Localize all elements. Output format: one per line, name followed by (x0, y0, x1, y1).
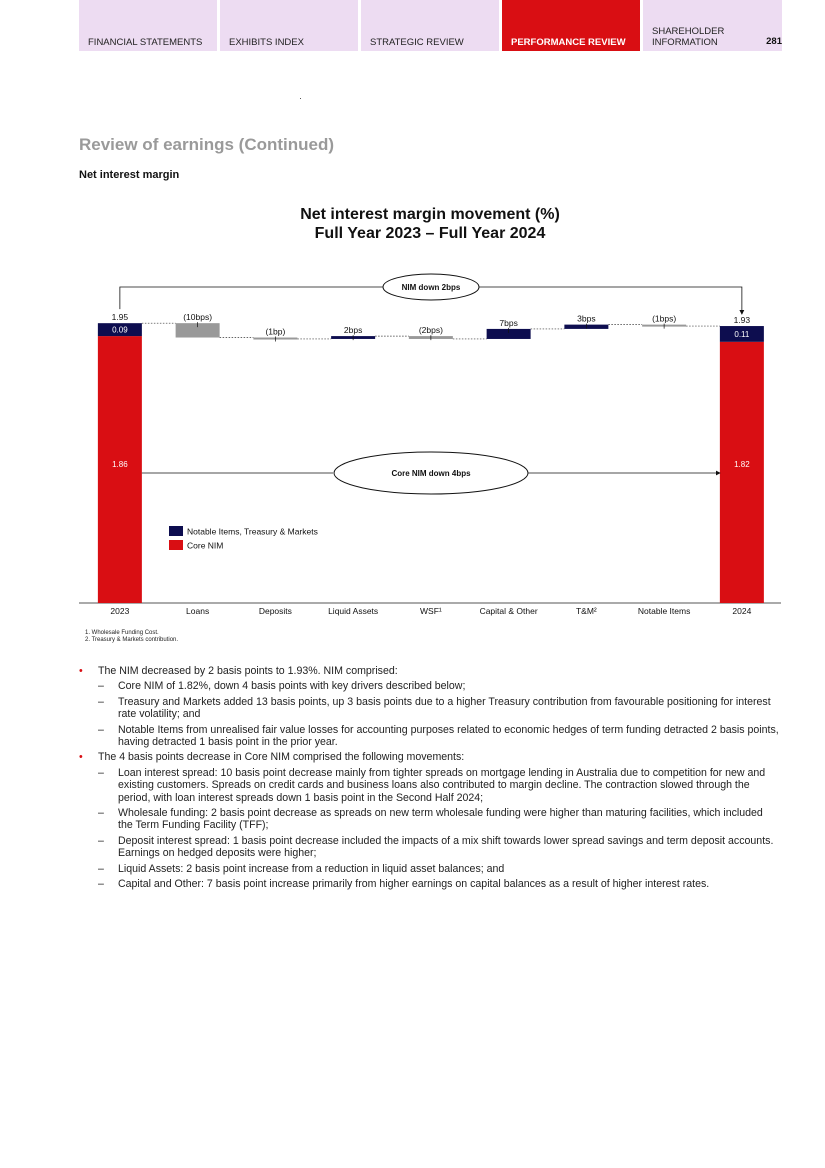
end-core-label: 1.82 (734, 460, 750, 469)
tab-financial-statements[interactable]: FINANCIAL STATEMENTS (79, 0, 217, 51)
movement-label: (2bps) (418, 325, 443, 336)
x-tick-label: Liquid Assets (328, 606, 379, 616)
list-item: – Deposit interest spread: 1 basis point decrease included the impacts of a mix shift towards lower spread savings and term deposit accounts. Earnings on hedged deposits were higher; (79, 835, 779, 860)
movement-label: (1bp) (265, 326, 286, 337)
legend-label: Notable Items, Treasury & Markets (187, 526, 318, 537)
x-tick-label: Loans (186, 606, 210, 616)
movement-label: 7bps (499, 317, 518, 328)
tab-exhibits-index[interactable]: EXHIBITS INDEX (220, 0, 358, 51)
chart-title: Net interest margin movement (%) (300, 206, 560, 223)
start-notable-label: 0.09 (112, 325, 128, 335)
start-core-nim-bar (98, 336, 142, 603)
list-item: – Treasury and Markets added 13 basis points, up 3 basis points due to a higher Treasury contribution from favourable positioning for interest rate volatility; and (79, 696, 779, 721)
movement-label: (10bps) (183, 312, 213, 323)
chart-footnotes (85, 630, 178, 644)
legend-swatch (169, 526, 183, 536)
x-tick-label: 2023 (110, 606, 130, 616)
chart-subtitle: Full Year 2023 – Full Year 2024 (314, 225, 546, 242)
legend-label: Core NIM (187, 540, 224, 551)
end-core-nim-bar (720, 342, 764, 603)
x-tick-label: T&M² (575, 606, 597, 616)
end-total-label: 1.93 (733, 315, 751, 326)
page-number: 281 (766, 36, 782, 47)
nim-bracket-left (120, 287, 385, 309)
x-tick-label: Deposits (258, 606, 292, 616)
tab-shareholder-information-label: SHAREHOLDER INFORMATION (652, 26, 725, 48)
nim-annotation: NIM down 2bps (401, 283, 461, 292)
start-total-label: 1.95 (111, 312, 129, 323)
bullet-nim-decrease: • The NIM decreased by 2 basis points to 1.93%. NIM comprised: (79, 665, 779, 677)
body-text (79, 665, 779, 894)
end-notable-label: 0.11 (734, 329, 750, 339)
list-item: – Loan interest spread: 10 basis point decrease mainly from tighter spreads on mortgage lending in Australia due to competition for new and existing customers. Spreads on credit cards and business loans also contributed to margin decline. The contraction slowed through the period, with loan interest spreads down 1 basis point in the Second Half 2024; (79, 767, 779, 804)
nim-bracket-right (478, 287, 742, 314)
start-core-label: 1.86 (112, 460, 128, 469)
list-item: – Liquid Assets: 2 basis point increase from a reduction in liquid asset balances; and (79, 863, 779, 875)
tab-strategic-review[interactable]: STRATEGIC REVIEW (361, 0, 499, 51)
bullet-core-nim-decrease: • The 4 basis points decrease in Core NIM comprised the following movements: (79, 751, 779, 763)
x-tick-label: Capital & Other (479, 606, 538, 616)
sub-title: Net interest margin (79, 169, 180, 181)
core-nim-annotation: Core NIM down 4bps (391, 469, 471, 478)
section-title: Review of earnings (Continued) (79, 135, 335, 154)
tab-performance-review[interactable]: PERFORMANCE REVIEW (502, 0, 640, 51)
list-item: – Core NIM of 1.82%, down 4 basis points with key drivers described below; (79, 680, 779, 692)
list-item: – Notable Items from unrealised fair value losses for accounting purposes related to economic hedges of term funding detracted 2 basis points, having detracted 1 basis point in the prior year. (79, 724, 779, 749)
x-tick-label: 2024 (732, 606, 752, 616)
movement-label: (1bps) (652, 313, 677, 324)
footnote-2: 2. Treasury & Markets contribution. (85, 637, 179, 643)
list-item: – Capital and Other: 7 basis point increase primarily from higher earnings on capital balances as a result of higher interest rates. (79, 878, 779, 890)
legend-swatch (169, 540, 183, 550)
movement-label: 3bps (577, 313, 596, 324)
movement-label: 2bps (343, 325, 363, 336)
x-tick-label: Notable Items (637, 606, 691, 616)
x-tick-label: WSF¹ (420, 606, 442, 616)
footnote-1: 1. Wholesale Funding Cost. (85, 630, 159, 636)
list-item: – Wholesale funding: 2 basis point decrease as spreads on new term wholesale funding were higher than maturing facilities, which included the Term Funding Facility (TFF); (79, 807, 779, 832)
